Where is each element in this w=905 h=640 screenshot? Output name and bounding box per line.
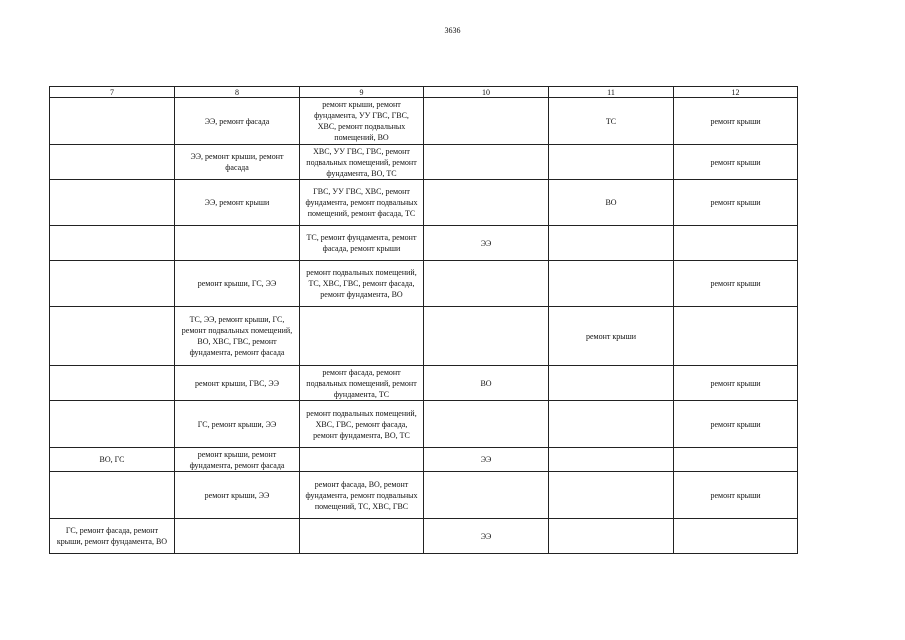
table-cell: ТС, ремонт фундамента, ремонт фасада, ремонт крыши — [300, 226, 424, 261]
table-cell — [674, 307, 798, 366]
column-header: 12 — [674, 87, 798, 98]
table-row — [50, 401, 798, 448]
table-cell: ремонт крыши — [674, 401, 798, 448]
table-cell: ГС, ремонт крыши, ЭЭ — [175, 401, 300, 448]
table-cell — [674, 448, 798, 472]
table-cell: ТС, ЭЭ, ремонт крыши, ГС, ремонт подвальных помещений, ВО, ХВС, ГВС, ремонт фундамента, ремонт фасада — [175, 307, 300, 366]
table-cell — [50, 98, 175, 145]
table-cell — [175, 519, 300, 554]
table-cell — [549, 366, 674, 401]
table-cell — [674, 519, 798, 554]
table-cell: ЭЭ, ремонт крыши — [175, 180, 300, 226]
table-cell — [424, 145, 549, 180]
table-cell: ВО — [424, 366, 549, 401]
table-cell: ТС — [549, 98, 674, 145]
table-cell: ЭЭ, ремонт фасада — [175, 98, 300, 145]
table-cell: ремонт крыши, ГС, ЭЭ — [175, 261, 300, 307]
column-header: 7 — [50, 87, 175, 98]
table-row — [50, 448, 798, 472]
table-cell — [424, 472, 549, 519]
table-cell — [300, 448, 424, 472]
table-row — [50, 366, 798, 401]
table-cell — [549, 448, 674, 472]
table-cell — [549, 401, 674, 448]
table-row — [50, 180, 798, 226]
table-cell — [424, 261, 549, 307]
table-cell — [424, 401, 549, 448]
table-cell — [50, 401, 175, 448]
table-cell — [50, 307, 175, 366]
table-cell: ремонт крыши — [674, 180, 798, 226]
table-cell: ремонт крыши — [674, 366, 798, 401]
column-header: 11 — [549, 87, 674, 98]
page-number: 3636 — [444, 26, 461, 35]
table-row — [50, 226, 798, 261]
table-row — [50, 261, 798, 307]
table-cell — [50, 366, 175, 401]
table-cell — [549, 519, 674, 554]
table-cell: ВО — [549, 180, 674, 226]
table-cell: ремонт крыши, ГВС, ЭЭ — [175, 366, 300, 401]
table-cell: ремонт фасада, ремонт подвальных помещений, ремонт фундамента, ТС — [300, 366, 424, 401]
table-cell: ремонт крыши — [674, 261, 798, 307]
column-header: 10 — [424, 87, 549, 98]
table-row — [50, 472, 798, 519]
table-cell — [424, 180, 549, 226]
table-cell — [549, 226, 674, 261]
table-row — [50, 145, 798, 180]
table-cell — [300, 519, 424, 554]
table-cell: ХВС, УУ ГВС, ГВС, ремонт подвальных помещений, ремонт фундамента, ВО, ТС — [300, 145, 424, 180]
table-cell — [175, 226, 300, 261]
table-row — [50, 307, 798, 366]
table-cell: ремонт подвальных помещений, ТС, ХВС, ГВС, ремонт фасада, ремонт фундамента, ВО — [300, 261, 424, 307]
table-cell: ГС, ремонт фасада, ремонт крыши, ремонт фундамента, ВО — [50, 519, 175, 554]
table-cell: ремонт крыши — [674, 98, 798, 145]
table-cell: ЭЭ — [424, 448, 549, 472]
table-header-row — [50, 87, 798, 98]
table-cell: ремонт крыши — [549, 307, 674, 366]
table-cell: ремонт подвальных помещений, ХВС, ГВС, ремонт фасада, ремонт фундамента, ВО, ТС — [300, 401, 424, 448]
table-row — [50, 98, 798, 145]
table-row — [50, 519, 798, 554]
works-table — [49, 86, 798, 554]
table-cell — [549, 261, 674, 307]
column-header: 9 — [300, 87, 424, 98]
table-cell — [674, 226, 798, 261]
table-cell: ремонт крыши — [674, 145, 798, 180]
table-cell — [549, 472, 674, 519]
table-cell: ЭЭ, ремонт крыши, ремонт фасада — [175, 145, 300, 180]
table-cell — [424, 307, 549, 366]
table-cell: ремонт крыши — [674, 472, 798, 519]
table-cell: ГВС, УУ ГВС, ХВС, ремонт фундамента, ремонт подвальных помещений, ремонт фасада, ТС — [300, 180, 424, 226]
table-cell — [50, 472, 175, 519]
column-header: 8 — [175, 87, 300, 98]
table-cell — [300, 307, 424, 366]
table-cell: ремонт крыши, ремонт фундамента, УУ ГВС, ГВС, ХВС, ремонт подвальных помещений, ВО — [300, 98, 424, 145]
table-cell — [424, 98, 549, 145]
table-cell: ремонт крыши, ремонт фундамента, ремонт фасада — [175, 448, 300, 472]
table-cell — [50, 261, 175, 307]
table-cell — [549, 145, 674, 180]
table-cell: ЭЭ — [424, 519, 549, 554]
table-cell: ремонт фасада, ВО, ремонт фундамента, ремонт подвальных помещений, ТС, ХВС, ГВС — [300, 472, 424, 519]
table-cell: ВО, ГС — [50, 448, 175, 472]
table-cell — [50, 180, 175, 226]
table-cell — [50, 145, 175, 180]
table-cell — [50, 226, 175, 261]
table-cell: ЭЭ — [424, 226, 549, 261]
table-body — [50, 98, 798, 554]
table-cell: ремонт крыши, ЭЭ — [175, 472, 300, 519]
